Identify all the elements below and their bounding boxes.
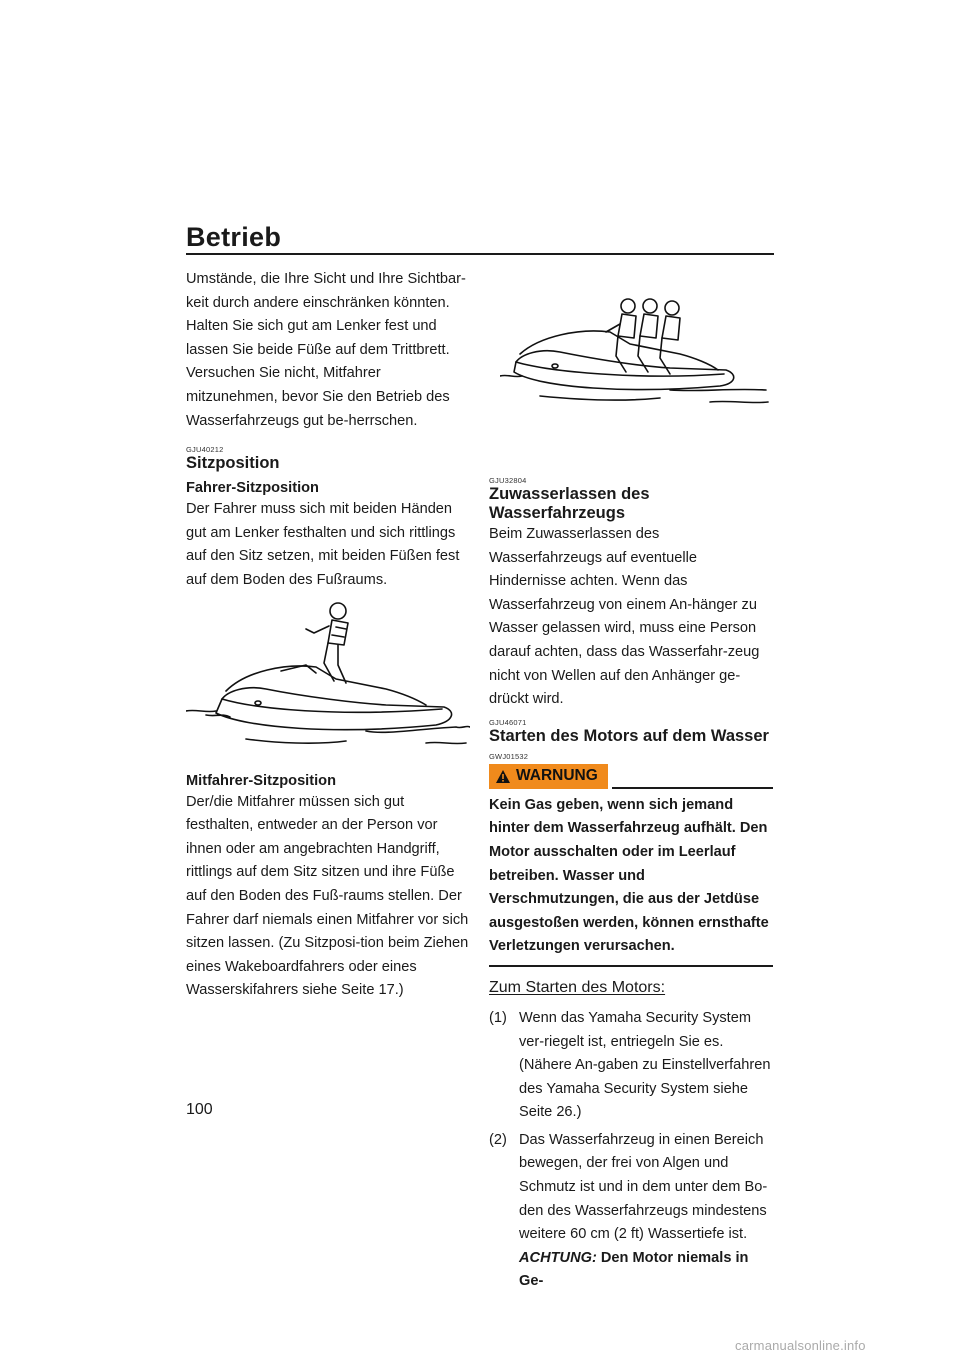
warning-triangle-icon: [495, 769, 511, 784]
three-riders-svg: [500, 292, 770, 412]
subheading-passenger-seating: Mitfahrer-Sitzposition: [186, 772, 336, 789]
warning-header-rule: [612, 787, 773, 789]
procedure-steps: [489, 1007, 773, 1294]
step-number: (2): [489, 1131, 507, 1148]
watercraft-three-riders-illustration: [500, 292, 770, 412]
caution-label: ACHTUNG:: [519, 1249, 597, 1266]
step-text: [519, 1129, 773, 1294]
section-code-sitzposition: GJU40212: [186, 445, 224, 455]
watercraft-single-rider-illustration: [186, 593, 470, 768]
procedure-title: Zum Starten des Motors:: [489, 978, 666, 996]
section-title: Betrieb: [186, 222, 282, 252]
heading-launching: Zuwasserlassen des Wasserfahrzeugs: [489, 485, 650, 522]
heading-starting-engine: Starten des Motors auf dem Wasser: [489, 726, 769, 745]
driver-seating-text: Der Fahrer muss sich mit beiden Händen gut am Lenker festhalten und sich rittlings auf den Sitz setzen, mit beiden Füßen fest auf dem Boden des Fußraums.: [186, 501, 460, 588]
right-column: [489, 470, 773, 1298]
heading-sitzposition: Sitzposition: [186, 454, 280, 473]
warning-code: GWJ01532: [489, 751, 529, 761]
launching-text: Beim Zuwasserlassen des Wasserfahrzeugs auf eventuelle Hindernisse achten. Wenn das Wasserfahrzeug von einem An-hänger zu Wasser gelassen wird, muss eine Person darauf achten, dass das Wasserfahr-zeug nicht von Wellen auf den Anhänger ge-drückt wird.: [489, 526, 760, 708]
step-text-main: Das Wasserfahrzeug in einen Bereich bewegen, der frei von Algen und Schmutz ist und in dem unter dem Bo-den des Wasserfahrzeugs mindestens weitere 60 cm (2 ft) Wassertiefe ist.: [519, 1131, 768, 1243]
warning-text: Kein Gas geben, wenn sich jemand hinter dem Wasserfahrzeug aufhält. Den Motor ausschalten oder im Leerlauf betreiben. Wasser und Verschmutzungen, die aus der Jetdüse ausgestoßen werden, können ernsthafte Verletzungen verursachen.: [489, 796, 769, 955]
title-rule: [186, 253, 774, 255]
section-code-launching: GJU32804: [489, 476, 527, 485]
subheading-driver-seating: Fahrer-Sitzposition: [186, 480, 319, 497]
warning-badge: [489, 764, 608, 789]
caution-text: Den Motor niemals in Ge-: [519, 1249, 749, 1290]
step-number: (1): [489, 1009, 507, 1026]
footer-watermark: carmanualsonline.info: [735, 1338, 866, 1353]
procedure-step: [489, 1129, 773, 1294]
passenger-seating-text: Der/die Mitfahrer müssen sich gut festhalten, entweder an der Person vor ihnen oder am angebrachten Handgriff, rittlings auf dem Sitz sitzen und ihre Füße auf den Boden des Fuß-raums stellen. Der Fahrer darf niemals einen Mitfahrer vor sich sitzen lassen. (Zu Sitzposi-tion beim Ziehen eines Wakeboardfahrers oder eines Wasserskifahrers siehe Seite 17.): [186, 793, 469, 999]
single-rider-svg: [186, 593, 470, 768]
warning-label: WARNUNG: [516, 767, 598, 785]
warning-end-rule: [489, 965, 773, 967]
left-column: [186, 268, 470, 1003]
procedure-step: [489, 1007, 773, 1125]
warning-header: [489, 764, 773, 789]
section-code-starting: GJU46071: [489, 717, 527, 727]
step-text: Wenn das Yamaha Security System ver-riegelt ist, entriegeln Sie es. (Nähere An-gaben zu Einstellverfahren des Yamaha Security System siehe Seite 26.): [519, 1009, 771, 1121]
page-number: 100: [186, 1101, 213, 1118]
intro-paragraph: Umstände, die Ihre Sicht und Ihre Sichtbar-keit durch andere einschränken könnten. Halten Sie sich gut am Lenker fest und lassen Sie beide Füße auf dem Trittbrett. Versuchen Sie nicht, Mitfahrer mitzunehmen, bevor Sie den Betrieb des Wasserfahrzeugs gut be-herrschen.: [186, 271, 466, 429]
